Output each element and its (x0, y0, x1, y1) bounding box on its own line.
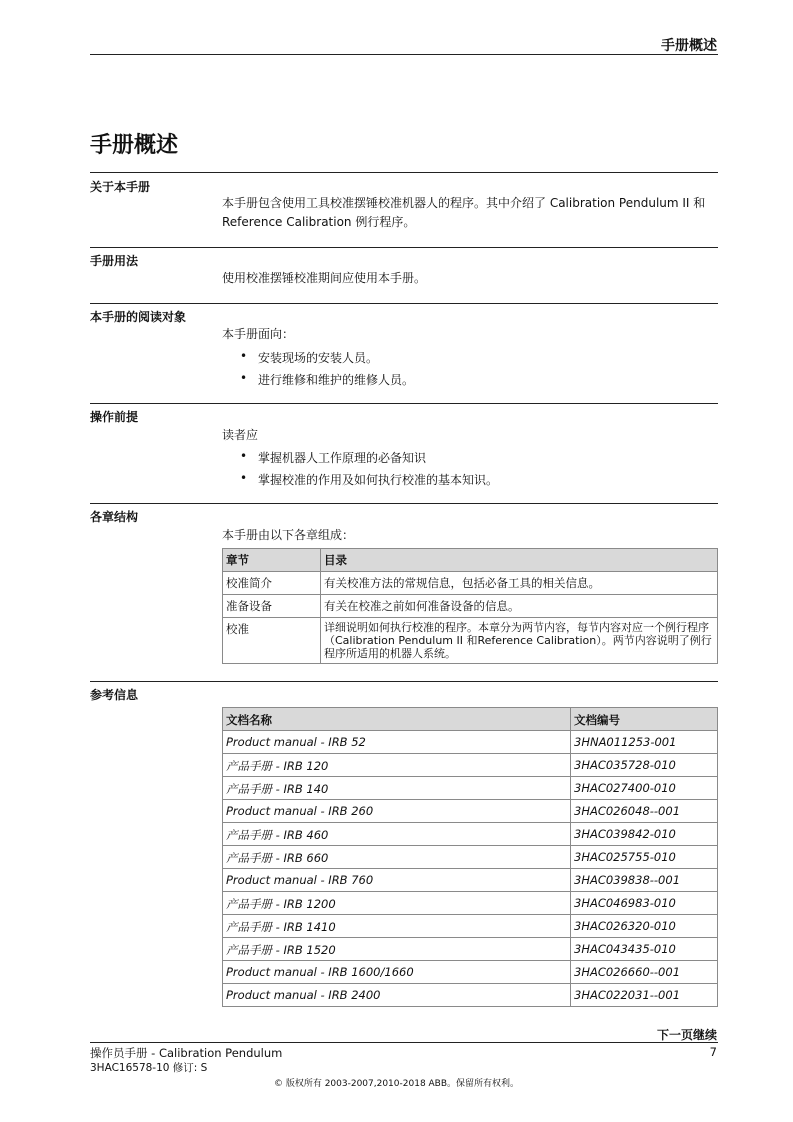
section-divider (90, 681, 718, 682)
document-number-cell: 3HAC026048--001 (571, 800, 718, 823)
audience-bullet: 进行维修和维护的维修人员。 (258, 373, 415, 387)
table-header-cell: 文档编号 (571, 708, 718, 731)
section-label-audience: 本手册的阅读对象 (90, 310, 187, 324)
footer-rule (90, 1042, 718, 1043)
prerequisites-bullet: 掌握校准的作用及如何执行校准的基本知识。 (258, 473, 499, 487)
document-number-cell: 3HAC026660--001 (571, 961, 718, 984)
document-name-cell: Product manual - IRB 52 (223, 731, 571, 754)
reference-table (222, 707, 718, 1007)
table-cell: 详细说明如何执行校准的程序。本章分为两节内容，每节内容对应一个例行程序（Calibration Pendulum II 和Reference Calibration）。两节内容说明了例行程序所适用的机器人系统。 (321, 618, 718, 664)
running-header-title: 手册概述 (661, 38, 717, 54)
section-divider (90, 503, 718, 504)
section-divider (90, 403, 718, 404)
footer-doc-id: 3HAC16578-10 修订: S (90, 1062, 208, 1074)
document-number-cell: 3HAC027400-010 (571, 777, 718, 800)
table-cell: 校准 (223, 618, 321, 664)
table-cell: 校准简介 (223, 572, 321, 595)
table-row (223, 984, 718, 1007)
table-header-cell: 目录 (321, 549, 718, 572)
table-cell: 准备设备 (223, 595, 321, 618)
continue-note: 下一页继续 (656, 1028, 717, 1042)
document-number-cell: 3HAC039842-010 (571, 823, 718, 846)
section-label-references: 参考信息 (90, 688, 139, 702)
section-divider (90, 303, 718, 304)
section-label-usage: 手册用法 (90, 254, 139, 268)
usage-text: 使用校准摆锤校准期间应使用本手册。 (222, 271, 427, 285)
about-text: 本手册包含使用工具校准摆锤校准机器人的程序。其中介绍了 Calibration Pendulum II 和 Reference Calibration 例行程序。 (222, 196, 706, 229)
bullet-dot: • (240, 471, 248, 485)
section-label-structure: 各章结构 (90, 510, 139, 524)
table-row (223, 846, 718, 869)
document-name-cell: Product manual - IRB 1600/1660 (223, 961, 571, 984)
table-row (223, 823, 718, 846)
document-number-cell: 3HAC025755-010 (571, 846, 718, 869)
bullet-dot: • (240, 349, 248, 363)
chapter-table (222, 548, 718, 664)
audience-intro: 本手册面向： (222, 327, 295, 341)
structure-intro: 本手册由以下各章组成： (222, 528, 355, 542)
bullet-dot: • (240, 449, 248, 463)
document-number-cell: 3HAC039838--001 (571, 869, 718, 892)
table-row (223, 618, 718, 664)
table-header-cell: 文档名称 (223, 708, 571, 731)
table-row (223, 938, 718, 961)
document-number-cell: 3HNA011253-001 (571, 731, 718, 754)
copyright-notice: © 版权所有 2003-2007,2010-2018 ABB。保留所有权利。 (273, 1079, 520, 1089)
table-row (223, 892, 718, 915)
document-number-cell: 3HAC026320-010 (571, 915, 718, 938)
document-name-cell: 产品手册 - IRB 460 (223, 823, 571, 846)
document-number-cell: 3HAC046983-010 (571, 892, 718, 915)
table-row (223, 869, 718, 892)
table-row (223, 754, 718, 777)
document-name-cell: 产品手册 - IRB 660 (223, 846, 571, 869)
section-label-about: 关于本手册 (90, 180, 151, 194)
document-number-cell: 3HAC035728-010 (571, 754, 718, 777)
table-row (223, 731, 718, 754)
prerequisites-intro: 读者应 (222, 428, 259, 442)
document-name-cell: 产品手册 - IRB 1200 (223, 892, 571, 915)
document-number-cell: 3HAC043435-010 (571, 938, 718, 961)
table-row (223, 595, 718, 618)
table-cell: 有关校准方法的常规信息，包括必备工具的相关信息。 (321, 572, 718, 595)
document-name-cell: 产品手册 - IRB 140 (223, 777, 571, 800)
page-title: 手册概述 (90, 133, 179, 158)
table-row (223, 777, 718, 800)
section-label-prerequisites: 操作前提 (90, 410, 139, 424)
section-divider (90, 172, 718, 173)
audience-bullet: 安装现场的安装人员。 (258, 351, 379, 365)
document-name-cell: Product manual - IRB 2400 (223, 984, 571, 1007)
document-number-cell: 3HAC022031--001 (571, 984, 718, 1007)
page-number: 7 (709, 1045, 717, 1059)
table-row (223, 915, 718, 938)
prerequisites-bullet: 掌握机器人工作原理的必备知识 (258, 451, 427, 465)
document-name-cell: Product manual - IRB 760 (223, 869, 571, 892)
document-name-cell: 产品手册 - IRB 120 (223, 754, 571, 777)
document-name-cell: 产品手册 - IRB 1520 (223, 938, 571, 961)
bullet-dot: • (240, 371, 248, 385)
table-row (223, 961, 718, 984)
section-divider (90, 247, 718, 248)
table-cell: 有关在校准之前如何准备设备的信息。 (321, 595, 718, 618)
table-header-cell: 章节 (223, 549, 321, 572)
header-rule (90, 54, 718, 55)
document-name-cell: Product manual - IRB 260 (223, 800, 571, 823)
table-row (223, 800, 718, 823)
table-row (223, 572, 718, 595)
document-name-cell: 产品手册 - IRB 1410 (223, 915, 571, 938)
footer-manual-title: 操作员手册 - Calibration Pendulum (90, 1046, 283, 1060)
